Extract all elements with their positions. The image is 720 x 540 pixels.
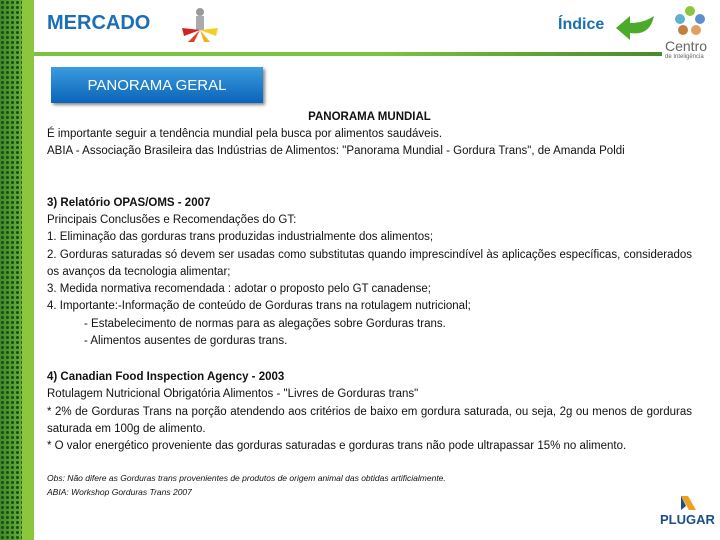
section-3-line: 3. Medida normativa recomendada : adotar o proposto pelo GT canadense; bbox=[47, 283, 431, 295]
centro-logo-icon bbox=[674, 4, 706, 36]
section-3-subline: - Alimentos ausentes de gorduras trans. bbox=[84, 335, 288, 347]
back-arrow-icon[interactable] bbox=[614, 14, 656, 40]
decorative-strip-accent bbox=[22, 0, 34, 540]
page-title: MERCADO bbox=[47, 12, 151, 34]
section-4-line: * O valor energético proveniente das gorduras saturadas e gorduras trans não pode ultrapassar 15% no alimento. bbox=[47, 440, 627, 452]
intro-line: É importante seguir a tendência mundial pela busca por alimentos saudáveis. bbox=[47, 128, 443, 140]
plugar-logo-icon bbox=[678, 494, 698, 512]
section-3-title: 3) Relatório OPAS/OMS - 2007 bbox=[47, 197, 211, 209]
index-link[interactable]: Índice bbox=[558, 16, 605, 33]
plugar-logo-text: PLUGAR bbox=[660, 512, 715, 527]
section-3-line: 2. Gorduras saturadas só devem ser usadas como substitutas quando imprescindível às aplicações específicas, considerados os avanços da tecnologia alimentar; bbox=[47, 249, 692, 279]
source-line: ABIA: Workshop Gorduras Trans 2007 bbox=[47, 487, 192, 497]
people-logo-icon bbox=[180, 6, 220, 44]
intro-line: ABIA - Associação Brasileira das Indústrias de Alimentos: "Panorama Mundial - Gordura Trans", de Amanda Poldi bbox=[47, 145, 625, 157]
section-4-title: 4) Canadian Food Inspection Agency - 2003 bbox=[47, 371, 285, 383]
note-line: Obs: Não difere as Gorduras trans provenientes de produtos de origem animal das obtidas artificialmente. bbox=[47, 473, 446, 483]
section-3-subline: - Estabelecimento de normas para as alegações sobre Gorduras trans. bbox=[84, 318, 446, 330]
content-heading: PANORAMA MUNDIAL bbox=[308, 111, 431, 123]
panorama-geral-button[interactable]: PANORAMA GERAL bbox=[51, 67, 263, 103]
section-3-line: Principais Conclusões e Recomendações do GT: bbox=[47, 214, 297, 226]
section-3-line: 4. Importante:-Informação de conteúdo de Gorduras trans na rotulagem nutricional; bbox=[47, 300, 471, 312]
header-divider bbox=[34, 52, 662, 56]
centro-logo-subtext: de Inteligência bbox=[665, 54, 704, 60]
section-4-line: * 2% de Gorduras Trans na porção atendendo aos critérios de baixo em gordura saturada, ou seja, 2g ou menos de gorduras saturada em 100g de alimento. bbox=[47, 406, 692, 436]
section-3-line: 1. Eliminação das gorduras trans produzidas industrialmente dos alimentos; bbox=[47, 231, 434, 243]
section-4-line: Rotulagem Nutricional Obrigatória Alimentos - "Livres de Gorduras trans" bbox=[47, 388, 419, 400]
centro-logo-text: Centro bbox=[665, 38, 708, 54]
